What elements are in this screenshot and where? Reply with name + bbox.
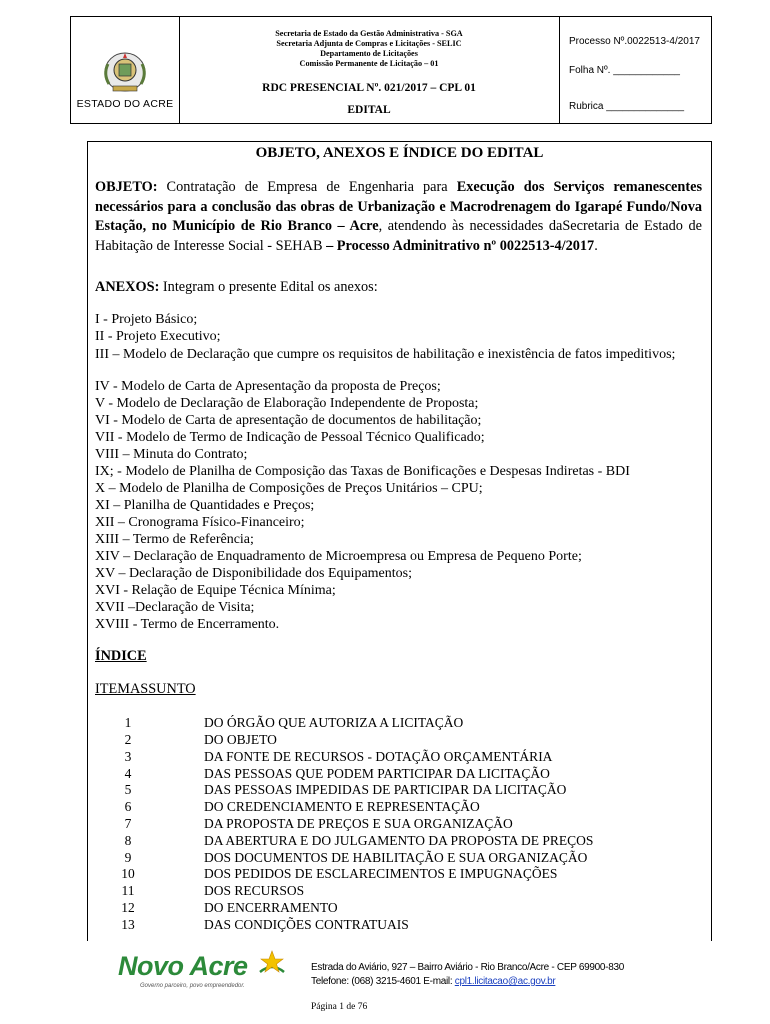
novo-acre-logo: Novo Acre [118, 951, 248, 981]
footer-address: Estrada do Aviário, 927 – Bairro Aviário - Rio Branco/Acre - CEP 69900-830 [311, 962, 624, 973]
objeto-bold-1: Execução dos Serviços remanescentes necessários para a conclusão das obras de Urbanização e Macrodrenagem do Igarapé Fundo/Nova Estação, no Município de Rio Branco – Acre [95, 179, 703, 234]
objeto-text-1: Contratação de Empresa de Engenharia para [157, 179, 457, 195]
index-number: 10 [121, 866, 135, 881]
index-title: DO ÓRGÃO QUE AUTORIZA A LICITAÇÃO [204, 715, 464, 730]
index-number: 6 [124, 799, 132, 814]
annex-item: VIII – Minuta do Contrato; [95, 447, 248, 462]
page-number: Página 1 de 76 [311, 1002, 368, 1012]
index-number: 13 [121, 917, 135, 932]
footer-email-link[interactable]: cpl1.licitacao@ac.gov.br [454, 976, 556, 987]
index-columns-label: ITEMASSUNTO [95, 681, 196, 697]
org-line-sga: Secretaria de Estado da Gestão Administrativa - SGA [275, 29, 463, 38]
annex-item: III – Modelo de Declaração que cumpre os requisitos de habilitação e inexistência de fatos impeditivos; [95, 347, 676, 362]
annex-item: I - Projeto Básico; [95, 312, 198, 327]
processo-number: Processo Nº.0022513-4/2017 [569, 36, 700, 47]
edital-label: EDITAL [347, 104, 391, 116]
annex-item: II - Projeto Executivo; [95, 329, 221, 344]
index-number: 12 [121, 900, 135, 915]
index-number: 4 [124, 766, 132, 781]
annex-item: IX; - Modelo de Planilha de Composição das Taxas de Bonificações e Despesas Indiretas - BDI [95, 464, 630, 479]
index-title: DAS CONDIÇÕES CONTRATUAIS [204, 917, 409, 932]
index-title: DA FONTE DE RECURSOS - DOTAÇÃO ORÇAMENTÁRIA [204, 749, 553, 764]
annex-item: XVI - Relação de Equipe Técnica Mínima; [95, 583, 336, 598]
org-line-selic: Secretaria Adjunta de Compras e Licitações - SELIC [276, 39, 462, 48]
state-crest-icon [100, 50, 150, 98]
index-number: 2 [124, 732, 132, 747]
index-number: 1 [124, 715, 132, 730]
annex-item: XI – Planilha de Quantidades e Preços; [95, 498, 315, 513]
index-title: DOS RECURSOS [204, 883, 305, 898]
anexos-label: ANEXOS: [95, 279, 160, 295]
indice-heading: ÍNDICE [95, 648, 147, 664]
org-line-department: Departamento de Licitações [320, 49, 418, 58]
annex-item: IV - Modelo de Carta de Apresentação da proposta de Preços; [95, 379, 441, 394]
footer-contact [311, 976, 555, 987]
footer-phone: Telefone: (068) 3215-4601 E-mail: [311, 976, 455, 987]
objeto-label: OBJETO: [95, 179, 158, 195]
index-title: DAS PESSOAS IMPEDIDAS DE PARTICIPAR DA LICITAÇÃO [204, 782, 567, 797]
document-header [70, 16, 712, 124]
index-title: DO CREDENCIAMENTO E REPRESENTAÇÃO [204, 799, 480, 814]
index-title: DA ABERTURA E DO JULGAMENTO DA PROPOSTA DE PREÇOS [204, 833, 594, 848]
anexos-intro [95, 279, 378, 296]
index-number: 7 [124, 816, 132, 831]
index-title: DA PROPOSTA DE PREÇOS E SUA ORGANIZAÇÃO [204, 816, 513, 831]
index-title: DOS DOCUMENTOS DE HABILITAÇÃO E SUA ORGANIZAÇÃO [204, 850, 588, 865]
header-org-cell [179, 17, 560, 123]
section-title: OBJETO, ANEXOS E ÍNDICE DO EDITAL [255, 145, 544, 161]
annex-item: XIII – Termo de Referência; [95, 532, 254, 547]
annex-item: XIV – Declaração de Enquadramento de Microempresa ou Empresa de Pequeno Porte; [95, 549, 582, 564]
header-process-cell [559, 17, 711, 123]
logo-tagline: Governo parceiro, povo empreendedor. [140, 983, 245, 989]
annex-item: XVIII - Termo de Encerramento. [95, 617, 280, 632]
annex-item: XV – Declaração de Disponibilidade dos Equipamentos; [95, 566, 412, 581]
index-number: 5 [124, 782, 132, 797]
index-title: DO ENCERRAMENTO [204, 900, 338, 915]
index-number: 9 [124, 850, 132, 865]
annex-item: VII - Modelo de Termo de Indicação de Pessoal Técnico Qualificado; [95, 430, 485, 445]
annex-item: V - Modelo de Declaração de Elaboração Independente de Proposta; [95, 396, 479, 411]
annex-item: XII – Cronograma Físico-Financeiro; [95, 515, 305, 530]
index-title: DAS PESSOAS QUE PODEM PARTICIPAR DA LICITAÇÃO [204, 766, 550, 781]
header-emblem-cell [71, 17, 180, 123]
objeto-end: . [594, 237, 598, 254]
rubrica-field: Rubrica ______________ [569, 101, 685, 112]
index-number: 11 [121, 883, 135, 898]
objeto-bold-2: – Processo Adminitrativo nº 0022513-4/2017 [326, 237, 595, 254]
org-line-commission: Comissão Permanente de Licitação – 01 [299, 59, 439, 68]
annex-item: X – Modelo de Planilha de Composições de Preços Unitários – CPU; [95, 481, 483, 496]
folha-field: Folha Nº. ____________ [569, 65, 680, 76]
index-title: DOS PEDIDOS DE ESCLARECIMENTOS E IMPUGNAÇÕES [204, 866, 558, 881]
rdc-title: RDC PRESENCIAL Nº. 021/2017 – CPL 01 [262, 82, 476, 94]
objeto-paragraph [95, 178, 702, 256]
state-name: ESTADO DO ACRE [76, 98, 174, 110]
annex-item: XVII –Declaração de Visita; [95, 600, 255, 615]
index-number: 8 [124, 833, 132, 848]
index-number: 3 [124, 749, 132, 764]
star-icon [258, 950, 286, 976]
objeto-text-2: , atendendo às necessidades daSecretaria de Estado de Habitação de Interesse Social - SEHAB [95, 218, 702, 254]
annex-item: VI - Modelo de Carta de apresentação de documentos de habilitação; [95, 413, 482, 428]
index-title: DO OBJETO [204, 732, 277, 747]
anexos-intro-text: Integram o presente Edital os anexos: [159, 279, 378, 295]
